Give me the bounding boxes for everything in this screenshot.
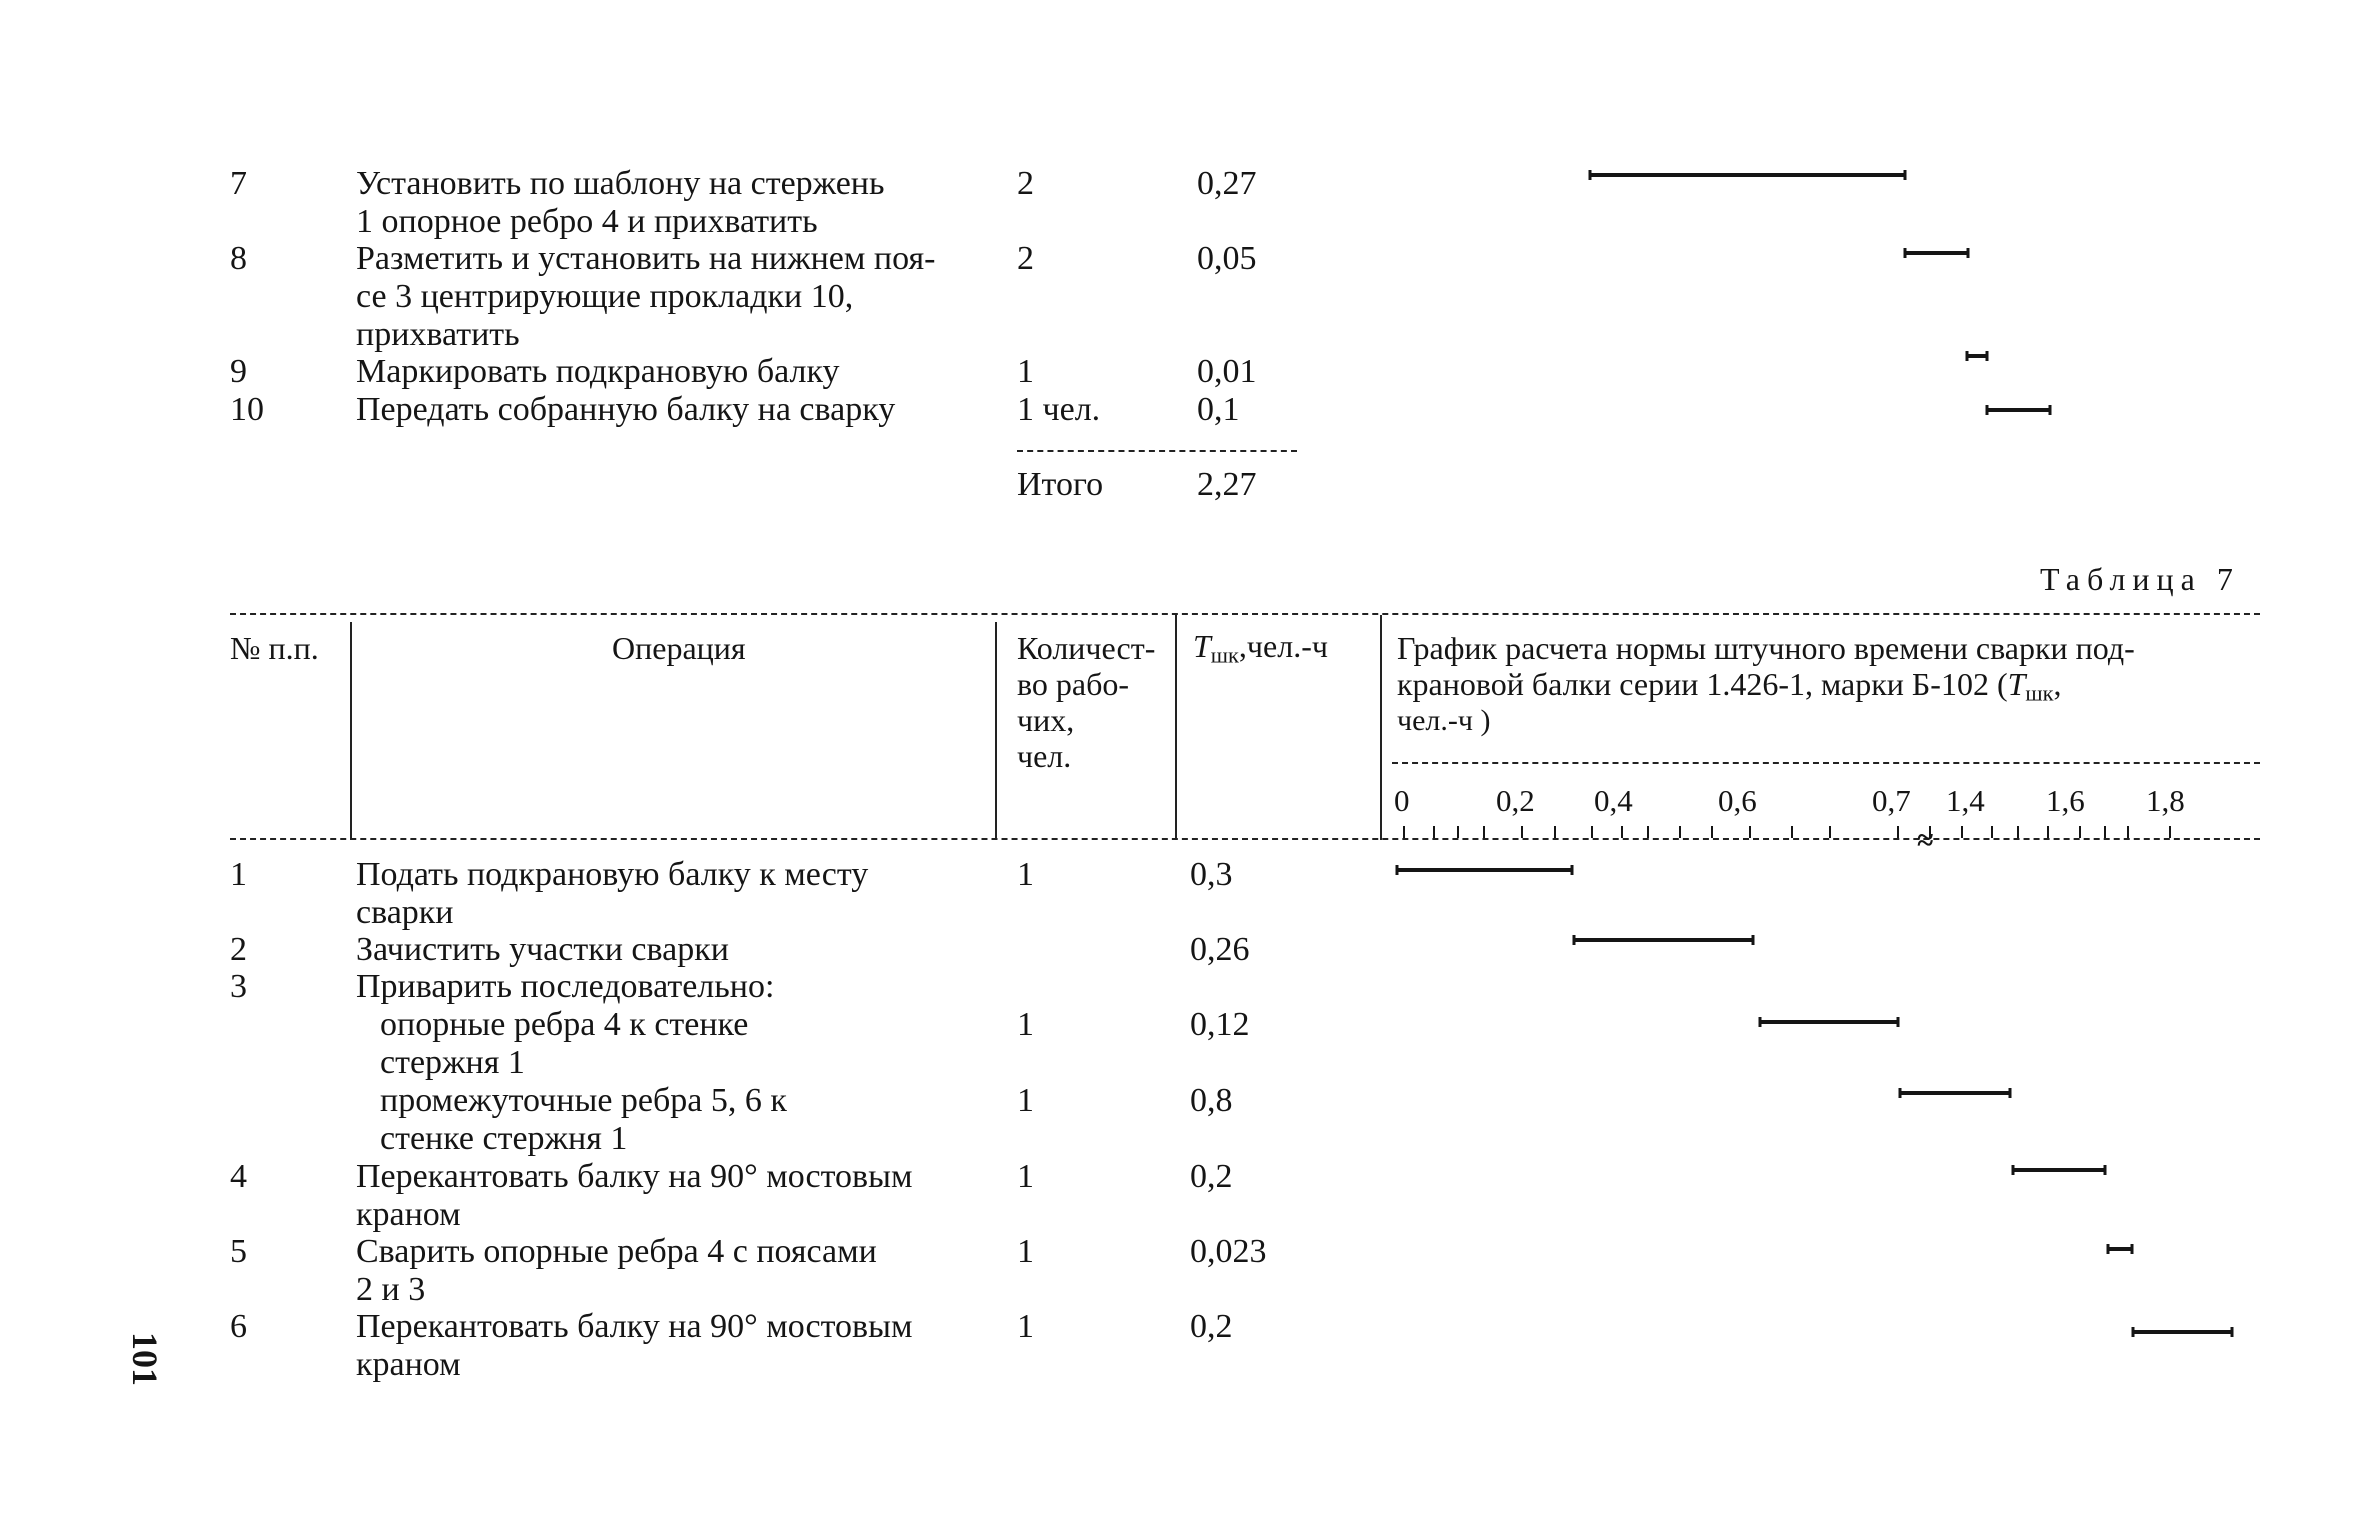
schedule-bar (2013, 1165, 2105, 1175)
graph-title-tail: , (2053, 666, 2062, 702)
workers-cell: 1 (1017, 1006, 1034, 1043)
schedule-bar (1590, 170, 1905, 180)
time-cell: 0,8 (1190, 1082, 1233, 1119)
total-label: Итого (1017, 466, 1104, 503)
workers-cell: 1 (1017, 1082, 1034, 1119)
schedule-bar (1760, 1017, 1898, 1027)
operation-line: Перекантовать балку на 90° мостовым (356, 1308, 913, 1345)
operation-line: 1 опорное ребро 4 и прихватить (356, 203, 818, 240)
operation-line: промежуточные ребра 5, 6 к (380, 1082, 787, 1119)
workers-cell: 1 (1017, 1308, 1034, 1345)
schedule-bar (1574, 935, 1753, 945)
page-number: 101 (125, 1332, 165, 1386)
operation-line: краном (356, 1196, 461, 1233)
scale-tick-label: 1,8 (2146, 783, 2185, 818)
operation-line: стержня 1 (380, 1044, 525, 1081)
operation-line: Установить по шаблону на стержень (356, 165, 885, 202)
operation-line: Перекантовать балку на 90° мостовым (356, 1158, 913, 1195)
time-cell: 0,05 (1197, 240, 1257, 277)
row-number: 2 (230, 931, 247, 968)
workers-cell: 1 чел. (1017, 391, 1101, 428)
time-cell: 0,023 (1190, 1233, 1267, 1270)
row-number: 7 (230, 165, 247, 202)
operation-line: Маркировать подкрановую балку (356, 353, 840, 390)
operation-line: опорные ребра 4 к стенке (380, 1006, 749, 1043)
total-value: 2,27 (1197, 466, 1257, 503)
time-cell: 0,3 (1190, 856, 1233, 893)
operation-line: Подать подкрановую балку к месту (356, 856, 869, 893)
time-cell: 0,12 (1190, 1006, 1250, 1043)
time-cell: 0,27 (1197, 165, 1257, 202)
graph-title-text: крановой балки серии 1.426-1, марки Б-102 ( (1397, 666, 2008, 702)
header-workers-line: чел. (1017, 738, 1072, 774)
graph-symbol: T (2007, 666, 2026, 702)
schedule-bar (2133, 1327, 2232, 1337)
header-operation: Операция (612, 630, 746, 666)
time-cell: 0,2 (1190, 1308, 1233, 1345)
scale-break-mark: ≈ (1917, 824, 1934, 857)
scale-tick-label: 0 (1394, 783, 1410, 818)
scale-tick-label: 0,2 (1496, 783, 1535, 818)
time-unit: ,чел.-ч (1238, 628, 1328, 664)
workers-cell: 1 (1017, 353, 1034, 390)
scale-tick-label: 0,6 (1718, 783, 1757, 818)
time-cell: 0,26 (1190, 931, 1250, 968)
workers-cell: 1 (1017, 1233, 1034, 1270)
workers-cell: 2 (1017, 165, 1034, 202)
time-subscript: шк (1210, 642, 1239, 668)
operation-line: Передать собранную балку на сварку (356, 391, 896, 428)
operation-line: се 3 центрирующие прокладки 10, (356, 278, 854, 315)
row-number: 4 (230, 1158, 247, 1195)
operation-line: Приварить последовательно: (356, 968, 775, 1005)
operation-line: Зачистить участки сварки (356, 931, 729, 968)
time-cell: 0,01 (1197, 353, 1257, 390)
header-graph-line: График расчета нормы штучного времени сварки под- (1397, 630, 2135, 666)
scale-tick-label: 0,4 (1594, 783, 1633, 818)
row-number: 6 (230, 1308, 247, 1345)
time-cell: 0,1 (1197, 391, 1240, 428)
schedule-bar (1900, 1088, 2010, 1098)
workers-cell: 2 (1017, 240, 1034, 277)
time-cell: 0,2 (1190, 1158, 1233, 1195)
scale-tick-label: 1,4 (1946, 783, 1985, 818)
row-number: 1 (230, 856, 247, 893)
schedule-bar (1987, 405, 2050, 415)
schedule-bar (2108, 1244, 2132, 1254)
table-caption: Таблица 7 (2040, 561, 2240, 597)
schedule-bar (1905, 248, 1968, 258)
scale-tick-label: 0,7 (1872, 783, 1911, 818)
scale-tick-label: 1,6 (2046, 783, 2085, 818)
row-number: 10 (230, 391, 264, 428)
operation-line: сварки (356, 894, 454, 931)
operation-line: стенке стержня 1 (380, 1120, 628, 1157)
row-number: 8 (230, 240, 247, 277)
row-number: 9 (230, 353, 247, 390)
header-workers-line: во рабо- (1017, 666, 1130, 702)
operation-line: Сварить опорные ребра 4 с поясами (356, 1233, 877, 1270)
schedule-bar (1397, 865, 1572, 875)
header-number: № п.п. (230, 630, 319, 666)
operation-line: прихватить (356, 316, 520, 353)
header-graph-line: чел.-ч ) (1397, 704, 1491, 737)
schedule-bar (1967, 351, 1987, 361)
row-number: 5 (230, 1233, 247, 1270)
workers-cell: 1 (1017, 856, 1034, 893)
row-number: 3 (230, 968, 247, 1005)
header-workers-line: чих, (1017, 702, 1075, 738)
operation-line: краном (356, 1346, 461, 1383)
header-workers-line: Количест- (1017, 630, 1156, 666)
time-symbol: T (1193, 628, 1211, 664)
graph-subscript: шк (2025, 680, 2054, 706)
operation-line: Разметить и установить на нижнем поя- (356, 240, 936, 277)
workers-cell: 1 (1017, 1158, 1034, 1195)
operation-line: 2 и 3 (356, 1271, 426, 1308)
